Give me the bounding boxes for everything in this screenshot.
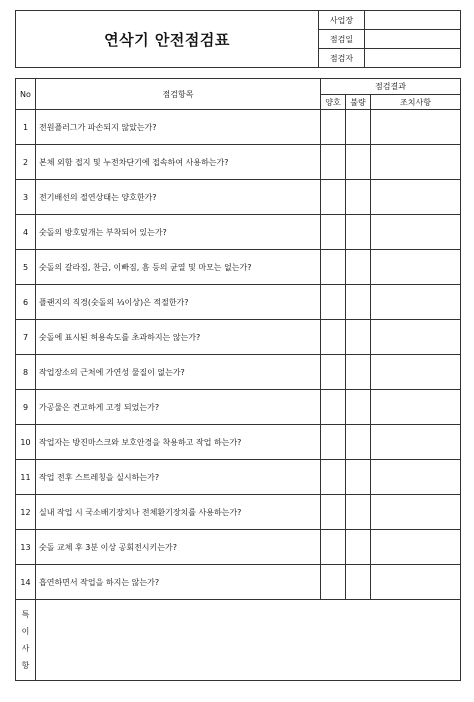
workplace-field[interactable] [365,11,461,30]
action-field[interactable] [371,285,461,320]
action-field[interactable] [371,110,461,145]
special-notes-field[interactable] [36,600,461,681]
bad-check-cell[interactable] [346,460,371,495]
checklist-row [16,495,461,530]
item-number: 3 [16,180,36,215]
item-text: 숫돌의 방호덮개는 부착되어 있는가? [36,215,321,250]
action-field[interactable] [371,460,461,495]
inspector-field[interactable] [365,49,461,68]
checklist-row [16,145,461,180]
special-notes-char: 항 [21,661,30,670]
col-header-result: 점검결과 [321,79,461,95]
action-field[interactable] [371,355,461,390]
good-check-cell[interactable] [321,530,346,565]
good-check-cell[interactable] [321,495,346,530]
item-text: 작업장소의 근처에 가연성 물질이 없는가? [36,355,321,390]
action-field[interactable] [371,145,461,180]
checklist-row [16,460,461,495]
checklist-row [16,530,461,565]
checklist-row [16,425,461,460]
action-field[interactable] [371,565,461,600]
action-field[interactable] [371,180,461,215]
special-notes-char: 특 [21,610,30,619]
action-field[interactable] [371,390,461,425]
item-text: 가공물은 견고하게 고정 되었는가? [36,390,321,425]
action-field[interactable] [371,215,461,250]
item-text: 작업 전후 스트레칭을 실시하는가? [36,460,321,495]
item-number: 6 [16,285,36,320]
item-text: 숫돌 교체 후 3분 이상 공회전시키는가? [36,530,321,565]
bad-check-cell[interactable] [346,145,371,180]
good-check-cell[interactable] [321,425,346,460]
checklist-row [16,355,461,390]
bad-check-cell[interactable] [346,495,371,530]
inspector-label: 점검자 [319,49,365,68]
inspection-date-label: 점검일 [319,30,365,49]
action-field[interactable] [371,320,461,355]
good-check-cell[interactable] [321,285,346,320]
action-field[interactable] [371,495,461,530]
good-check-cell[interactable] [321,180,346,215]
document-title: 연삭기 안전점검표 [16,11,319,68]
col-header-item: 점검항목 [36,79,321,110]
action-field[interactable] [371,530,461,565]
special-notes-label [16,600,36,681]
item-number: 14 [16,565,36,600]
workplace-label: 사업장 [319,11,365,30]
bad-check-cell[interactable] [346,530,371,565]
item-text: 작업자는 방진마스크와 보호안경을 착용하고 작업 하는가? [36,425,321,460]
bad-check-cell[interactable] [346,390,371,425]
checklist-row [16,320,461,355]
item-number: 5 [16,250,36,285]
col-header-action: 조치사항 [371,95,461,110]
special-notes-char: 이 [21,627,30,636]
item-number: 4 [16,215,36,250]
item-number: 2 [16,145,36,180]
good-check-cell[interactable] [321,320,346,355]
item-number: 8 [16,355,36,390]
bad-check-cell[interactable] [346,565,371,600]
checklist-row [16,215,461,250]
bad-check-cell[interactable] [346,180,371,215]
good-check-cell[interactable] [321,565,346,600]
col-header-no: No [16,79,36,110]
bad-check-cell[interactable] [346,355,371,390]
checklist-row [16,285,461,320]
action-field[interactable] [371,250,461,285]
item-text: 실내 작업 시 국소배기장치나 전체환기장치를 사용하는가? [36,495,321,530]
checklist-row [16,110,461,145]
special-notes-char: 사 [21,644,30,653]
item-text: 숫돌의 갈라짐, 찬금, 이빠짐, 흠 등의 균열 및 마모는 없는가? [36,250,321,285]
item-number: 12 [16,495,36,530]
item-number: 13 [16,530,36,565]
item-text: 전기배선의 절연상태는 양호한가? [36,180,321,215]
checklist-row [16,180,461,215]
item-text: 플랜지의 직경(숫돌의 ⅓이상)은 적절한가? [36,285,321,320]
header-table [15,10,461,68]
item-number: 9 [16,390,36,425]
bad-check-cell[interactable] [346,285,371,320]
item-number: 11 [16,460,36,495]
good-check-cell[interactable] [321,215,346,250]
good-check-cell[interactable] [321,145,346,180]
bad-check-cell[interactable] [346,320,371,355]
checklist-table [15,78,461,681]
col-header-good: 양호 [321,95,346,110]
good-check-cell[interactable] [321,390,346,425]
col-header-bad: 불량 [346,95,371,110]
bad-check-cell[interactable] [346,110,371,145]
bad-check-cell[interactable] [346,215,371,250]
item-number: 10 [16,425,36,460]
action-field[interactable] [371,425,461,460]
bad-check-cell[interactable] [346,250,371,285]
item-text: 본체 외함 접지 및 누전차단기에 접속하여 사용하는가? [36,145,321,180]
item-text: 숫돌에 표시된 허용속도를 초과하지는 않는가? [36,320,321,355]
inspection-date-field[interactable] [365,30,461,49]
item-text: 흡연하면서 작업을 하지는 않는가? [36,565,321,600]
item-number: 1 [16,110,36,145]
good-check-cell[interactable] [321,355,346,390]
good-check-cell[interactable] [321,250,346,285]
checklist-row [16,390,461,425]
good-check-cell[interactable] [321,460,346,495]
bad-check-cell[interactable] [346,425,371,460]
checklist-row [16,565,461,600]
item-number: 7 [16,320,36,355]
checklist-row [16,250,461,285]
good-check-cell[interactable] [321,110,346,145]
item-text: 전원플러그가 파손되지 않았는가? [36,110,321,145]
